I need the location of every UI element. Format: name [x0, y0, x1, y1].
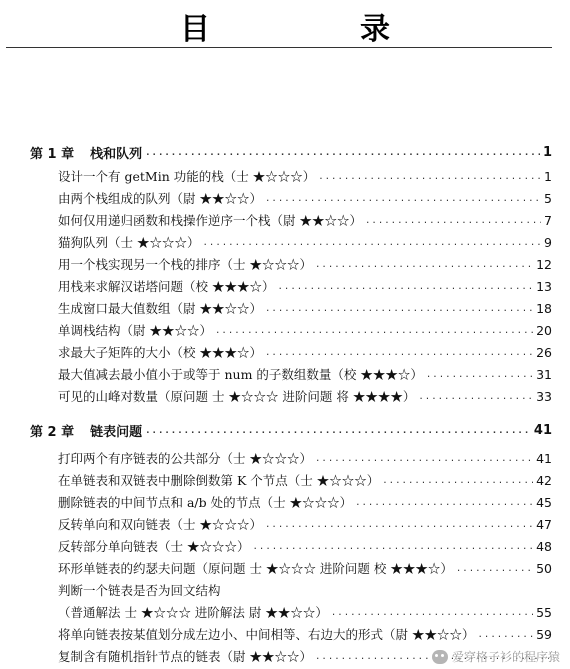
dot-leader: [331, 608, 533, 622]
entry-title: 可见的山峰对数量（原问题 士 ★☆☆☆ 进阶问题 将 ★★★★）: [58, 389, 416, 404]
page-number: 42: [536, 472, 552, 488]
dot-leader: [382, 476, 533, 490]
toc-entry-row[interactable]: [58, 558, 552, 578]
page-number: 26: [536, 344, 552, 360]
dot-leader: [265, 520, 533, 534]
dot-leader: [456, 564, 533, 578]
dot-leader: [315, 260, 533, 274]
toc-entry-row[interactable]: [58, 364, 552, 384]
page-number: 1: [544, 168, 552, 184]
entry-title: 反转单向和双向链表（士 ★☆☆☆）: [58, 517, 262, 532]
page-number: 45: [536, 494, 552, 510]
wechat-icon: [432, 650, 448, 664]
entry-title: 将单向链表按某值划分成左边小、中间相等、右边大的形式（尉 ★★☆☆）: [58, 627, 475, 642]
entry-title: （普通解法 士 ★☆☆☆ 进阶解法 尉 ★★☆☆）: [58, 605, 328, 620]
dot-leader: [265, 348, 533, 362]
dot-leader: [215, 326, 533, 340]
entry-title: 设计一个有 getMin 功能的栈（士 ★☆☆☆）: [58, 169, 316, 184]
entry-title: 生成窗口最大值数组（尉 ★★☆☆）: [58, 301, 262, 316]
entry-title: 判断一个链表是否为回文结构: [58, 583, 221, 598]
chapter-number: 第 1 章: [30, 146, 75, 162]
toc-entry-row[interactable]: [58, 536, 552, 556]
entry-title: 由两个栈组成的队列（尉 ★★☆☆）: [58, 191, 262, 206]
toc-entry-row[interactable]: [58, 254, 552, 274]
page-number: 18: [536, 300, 552, 316]
dot-leader: [145, 426, 531, 440]
page-number: 13: [536, 278, 552, 294]
entry-title: 最大值减去最小值小于或等于 num 的子数组数量（校 ★★★☆）: [58, 367, 423, 382]
dot-leader: [202, 238, 541, 252]
dot-leader: [252, 542, 533, 556]
chapter-title: 链表问题: [90, 424, 143, 440]
page-number: 5: [544, 190, 552, 206]
toc-entry-row[interactable]: [58, 166, 552, 186]
page-number: 55: [536, 604, 552, 620]
page-number: 20: [536, 322, 552, 338]
page-number: 41: [536, 450, 552, 466]
entry-title: 打印两个有序链表的公共部分（士 ★☆☆☆）: [58, 451, 312, 466]
dot-leader: [265, 304, 533, 318]
watermark: [432, 648, 560, 665]
entry-title: 用一个栈实现另一个栈的排序（士 ★☆☆☆）: [58, 257, 312, 272]
page-number: 12: [536, 256, 552, 272]
page-number: 9: [544, 234, 552, 250]
dot-leader: [365, 216, 541, 230]
page-number: 31: [536, 366, 552, 382]
entry-title: 删除链表的中间节点和 a/b 处的节点（士 ★☆☆☆）: [58, 495, 353, 510]
dot-leader: [315, 454, 533, 468]
entry-title: 复制含有随机指针节点的链表（尉 ★★☆☆）: [58, 649, 312, 664]
toc-entry-row[interactable]: [58, 386, 552, 406]
entry-title: 如何仅用递归函数和栈操作逆序一个栈（尉 ★★☆☆）: [58, 213, 362, 228]
dot-leader: [318, 172, 541, 186]
toc-entry-row[interactable]: [58, 470, 552, 490]
entry-title: 反转部分单向链表（士 ★☆☆☆）: [58, 539, 250, 554]
entry-title: 猫狗队列（士 ★☆☆☆）: [58, 235, 200, 250]
dot-leader: [426, 370, 533, 384]
entry-title: 单调栈结构（尉 ★★☆☆）: [58, 323, 212, 338]
entry-title: 环形单链表的约瑟夫问题（原问题 士 ★☆☆☆ 进阶问题 校 ★★★☆）: [58, 561, 453, 576]
toc-entry-row[interactable]: [58, 514, 552, 534]
toc-entry-row[interactable]: [58, 276, 552, 296]
chapter-number: 第 2 章: [30, 424, 75, 440]
entry-title: 在单链表和双链表中删除倒数第 K 个节点（士 ★☆☆☆）: [58, 473, 380, 488]
page-number: 59: [536, 626, 552, 642]
watermark-text: 爱穿格子衫的程序猿: [451, 650, 560, 664]
toc-entry-row[interactable]: [58, 298, 552, 318]
toc-entry-row[interactable]: [58, 232, 552, 252]
page-number: 48: [536, 538, 552, 554]
toc-entry-row[interactable]: [58, 342, 552, 362]
dot-leader: [145, 148, 540, 162]
toc-chapter-row[interactable]: [30, 142, 552, 162]
toc-entry-row[interactable]: [58, 448, 552, 468]
page-number: 1: [542, 144, 552, 160]
page-number: 47: [536, 516, 552, 532]
toc-entry-row[interactable]: [58, 624, 552, 644]
toc-chapter-row[interactable]: [30, 420, 552, 440]
toc-entry-row[interactable]: [58, 320, 552, 340]
toc-entry-row[interactable]: [58, 210, 552, 230]
dot-leader: [418, 392, 533, 406]
page-number: 33: [536, 388, 552, 404]
toc-entry-row[interactable]: [58, 580, 552, 600]
entry-title: 用栈来求解汉诺塔问题（校 ★★★☆）: [58, 279, 275, 294]
page-number: 7: [544, 212, 552, 228]
dot-leader: [477, 630, 533, 644]
dot-leader: [277, 282, 533, 296]
dot-leader: [355, 498, 533, 512]
chapter-title: 栈和队列: [90, 146, 143, 162]
page-number: 50: [536, 560, 552, 576]
page-number: 41: [533, 422, 552, 438]
toc-entry-row[interactable]: [58, 188, 552, 208]
entry-title: 求最大子矩阵的大小（校 ★★★☆）: [58, 345, 262, 360]
toc-title: 目 录: [180, 12, 450, 47]
toc-entry-row[interactable]: [58, 602, 552, 622]
toc-entry-row[interactable]: [58, 492, 552, 512]
dot-leader: [265, 194, 541, 208]
